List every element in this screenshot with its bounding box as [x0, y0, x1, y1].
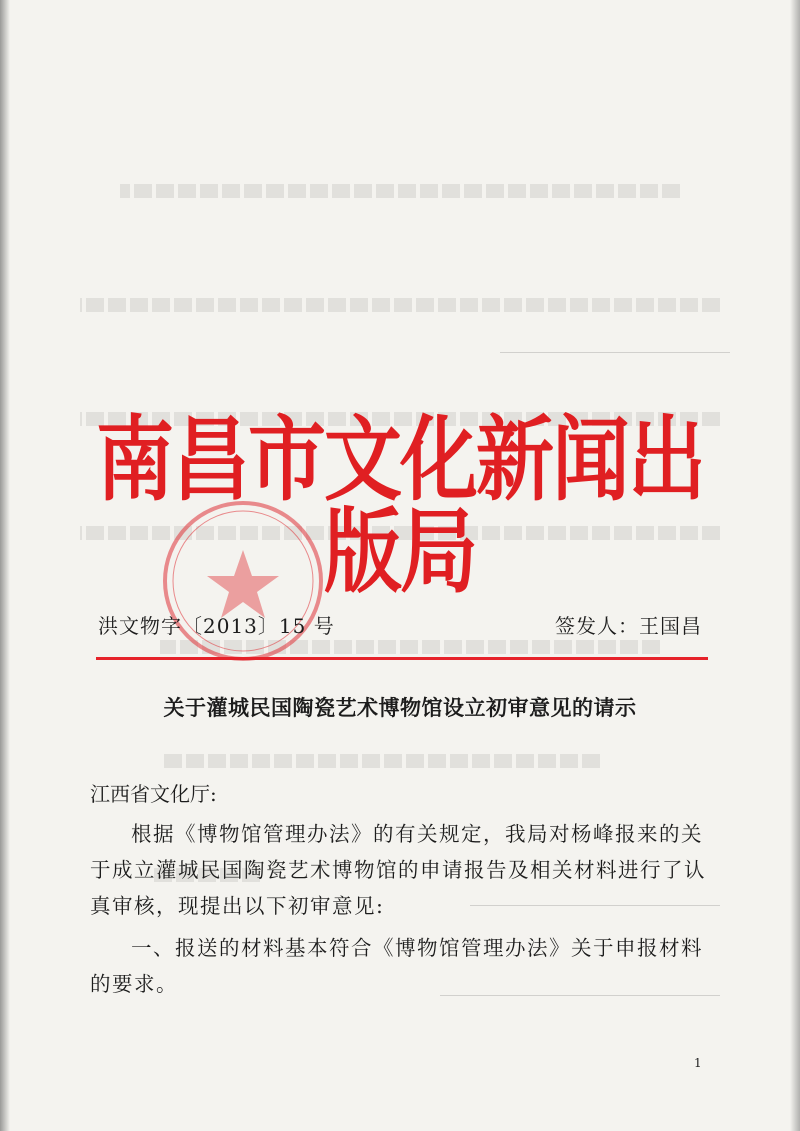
- scan-edge-left: [0, 0, 10, 1131]
- signer: 签发人：王国昌: [555, 614, 702, 638]
- bleed-rule: [500, 352, 730, 353]
- scan-edge-right: [790, 0, 800, 1131]
- document-number: 洪文物字〔2013〕15 号: [98, 614, 335, 638]
- page-number: 1: [694, 1056, 702, 1070]
- document-subject: 关于灌城民国陶瓷艺术博物馆设立初审意见的请示: [163, 696, 637, 720]
- body-paragraph: 根据《博物馆管理办法》的有关规定，我局对杨峰报来的关于成立灌城民国陶瓷艺术博物馆的申请报告及相关材料进行了认真审核，现提出以下初审意见:: [90, 822, 706, 918]
- body-paragraph: 一、报送的材料基本符合《博物馆管理办法》关于申报材料的要求。: [90, 936, 703, 996]
- letterhead-title: 南昌市文化新闻出版局: [95, 407, 704, 607]
- recipient: 江西省文化厅:: [90, 782, 217, 806]
- red-separator-line: [96, 657, 708, 660]
